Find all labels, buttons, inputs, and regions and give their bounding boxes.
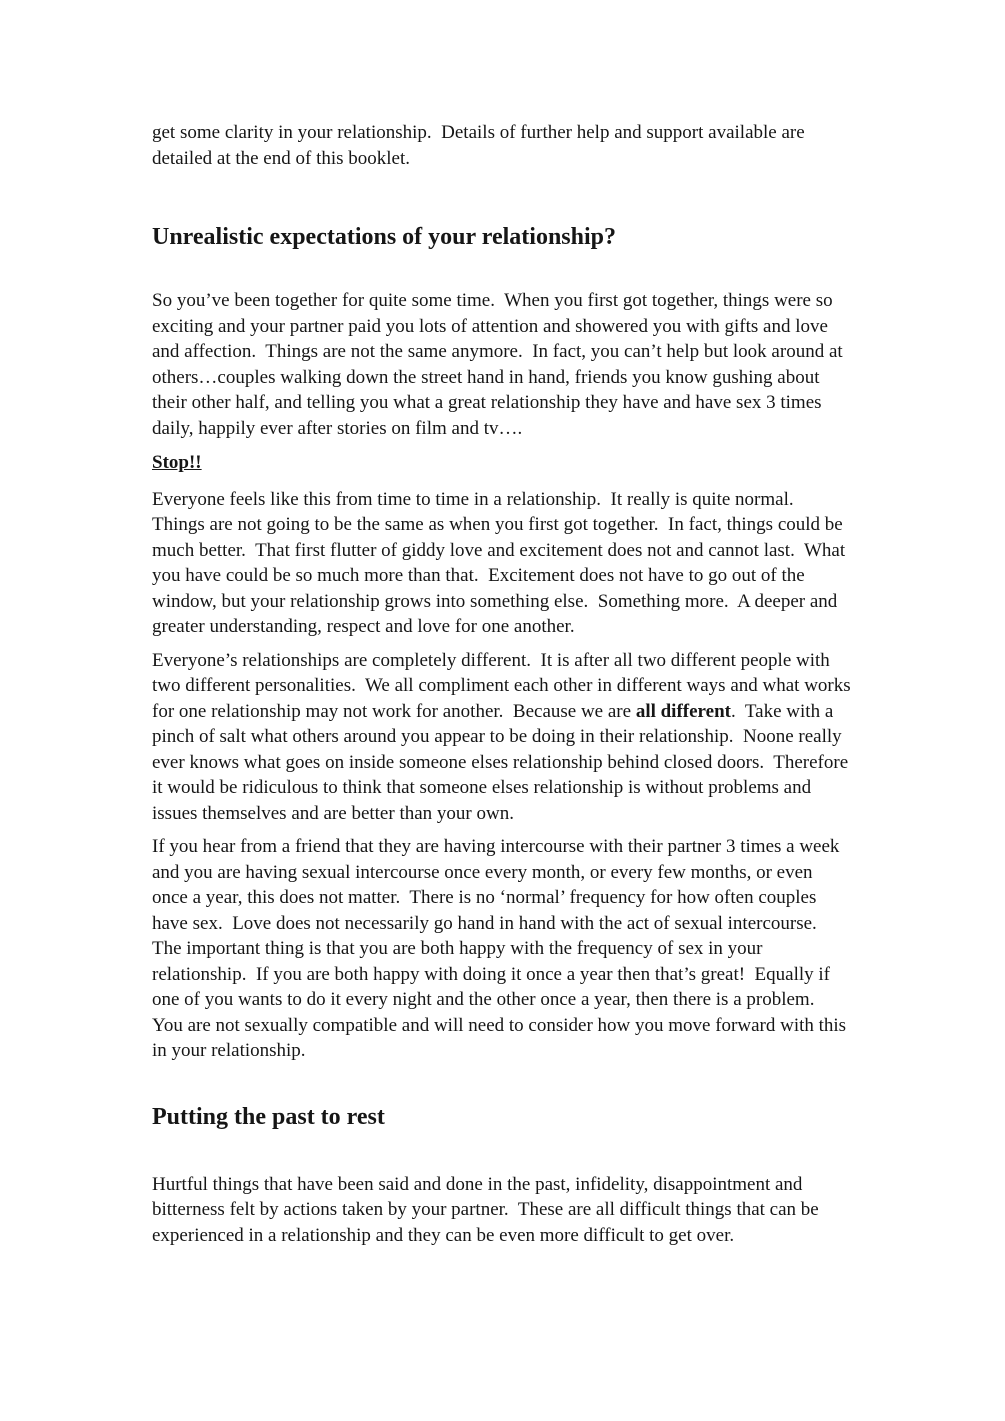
bold-phrase-all-different: all different [635, 700, 731, 722]
paragraph-hurtful-things: Hurtful things that have been said and done in the past, infidelity, disappointment and bitterness felt by actions taken by your partner. These are all difficult things that can be experienced in a relationship and they can be even more difficult to get over. [152, 1173, 824, 1246]
paragraph-different-part2: . Take with a pinch of salt what others around you appear to be doing in their relationship. Noone really ever knows what goes on inside someone elses relationship behind closed doors. Therefore it would be ridiculous to think that someone elses relationship is without problems and issues themselves and are better than your own. [152, 700, 853, 824]
section-heading-putting-past-to-rest: Putting the past to rest [152, 1103, 385, 1130]
paragraph-relationships-different [152, 648, 856, 827]
paragraph-sex-frequency: If you hear from a friend that they are having intercourse with their partner 3 times a week and you are having sexual intercourse once every month, or every few months, or even once a year, this does not matter. There is no ‘normal’ frequency for how often couples have sex. Love does not necessarily go hand in hand with the act of sexual intercourse. The important thing is that you are both happy with the frequency of sex in your relationship. If you are both happy with doing it once a year then that’s great! Equally if one of you wants to do it every night and the other once a year, then there is a problem. You are not sexually compatible and will need to consider how you move forward with this in your relationship. [152, 836, 851, 1061]
section-heading-unrealistic-expectations: Unrealistic expectations of your relationship? [152, 224, 616, 250]
paragraph-quite-normal: Everyone feels like this from time to time in a relationship. It really is quite normal. Things are not going to be the same as when you first got together. In fact, things could be much better. That first flutter of giddy love and excitement does not and cannot last. What you have could be so much more than that. Excitement does not have to go out of the window, but your relationship grows into something else. Something more. A deeper and greater understanding, respect and love for one another. [152, 488, 850, 637]
stop-label: Stop!! [152, 452, 202, 473]
paragraph-been-together: So you’ve been together for quite some time. When you first got together, things were so exciting and your partner paid you lots of attention and showered you with gifts and love and affection. Things are not the same anymore. In fact, you can’t help but look around at others…couples walking down the street hand in hand, friends you know gushing about their other half, and telling you what a great relationship they have and have sex 3 times daily, happily ever after stories on film and tv…. [152, 290, 848, 439]
paragraph-different-part1: Everyone’s relationships are completely different. It is after all two different people with two different personalities. We all compliment each other in different ways and what works for one relationship may not work for another. Because we are [152, 649, 856, 722]
intro-paragraph: get some clarity in your relationship. Details of further help and support available are detailed at the end of this booklet. [152, 122, 810, 169]
